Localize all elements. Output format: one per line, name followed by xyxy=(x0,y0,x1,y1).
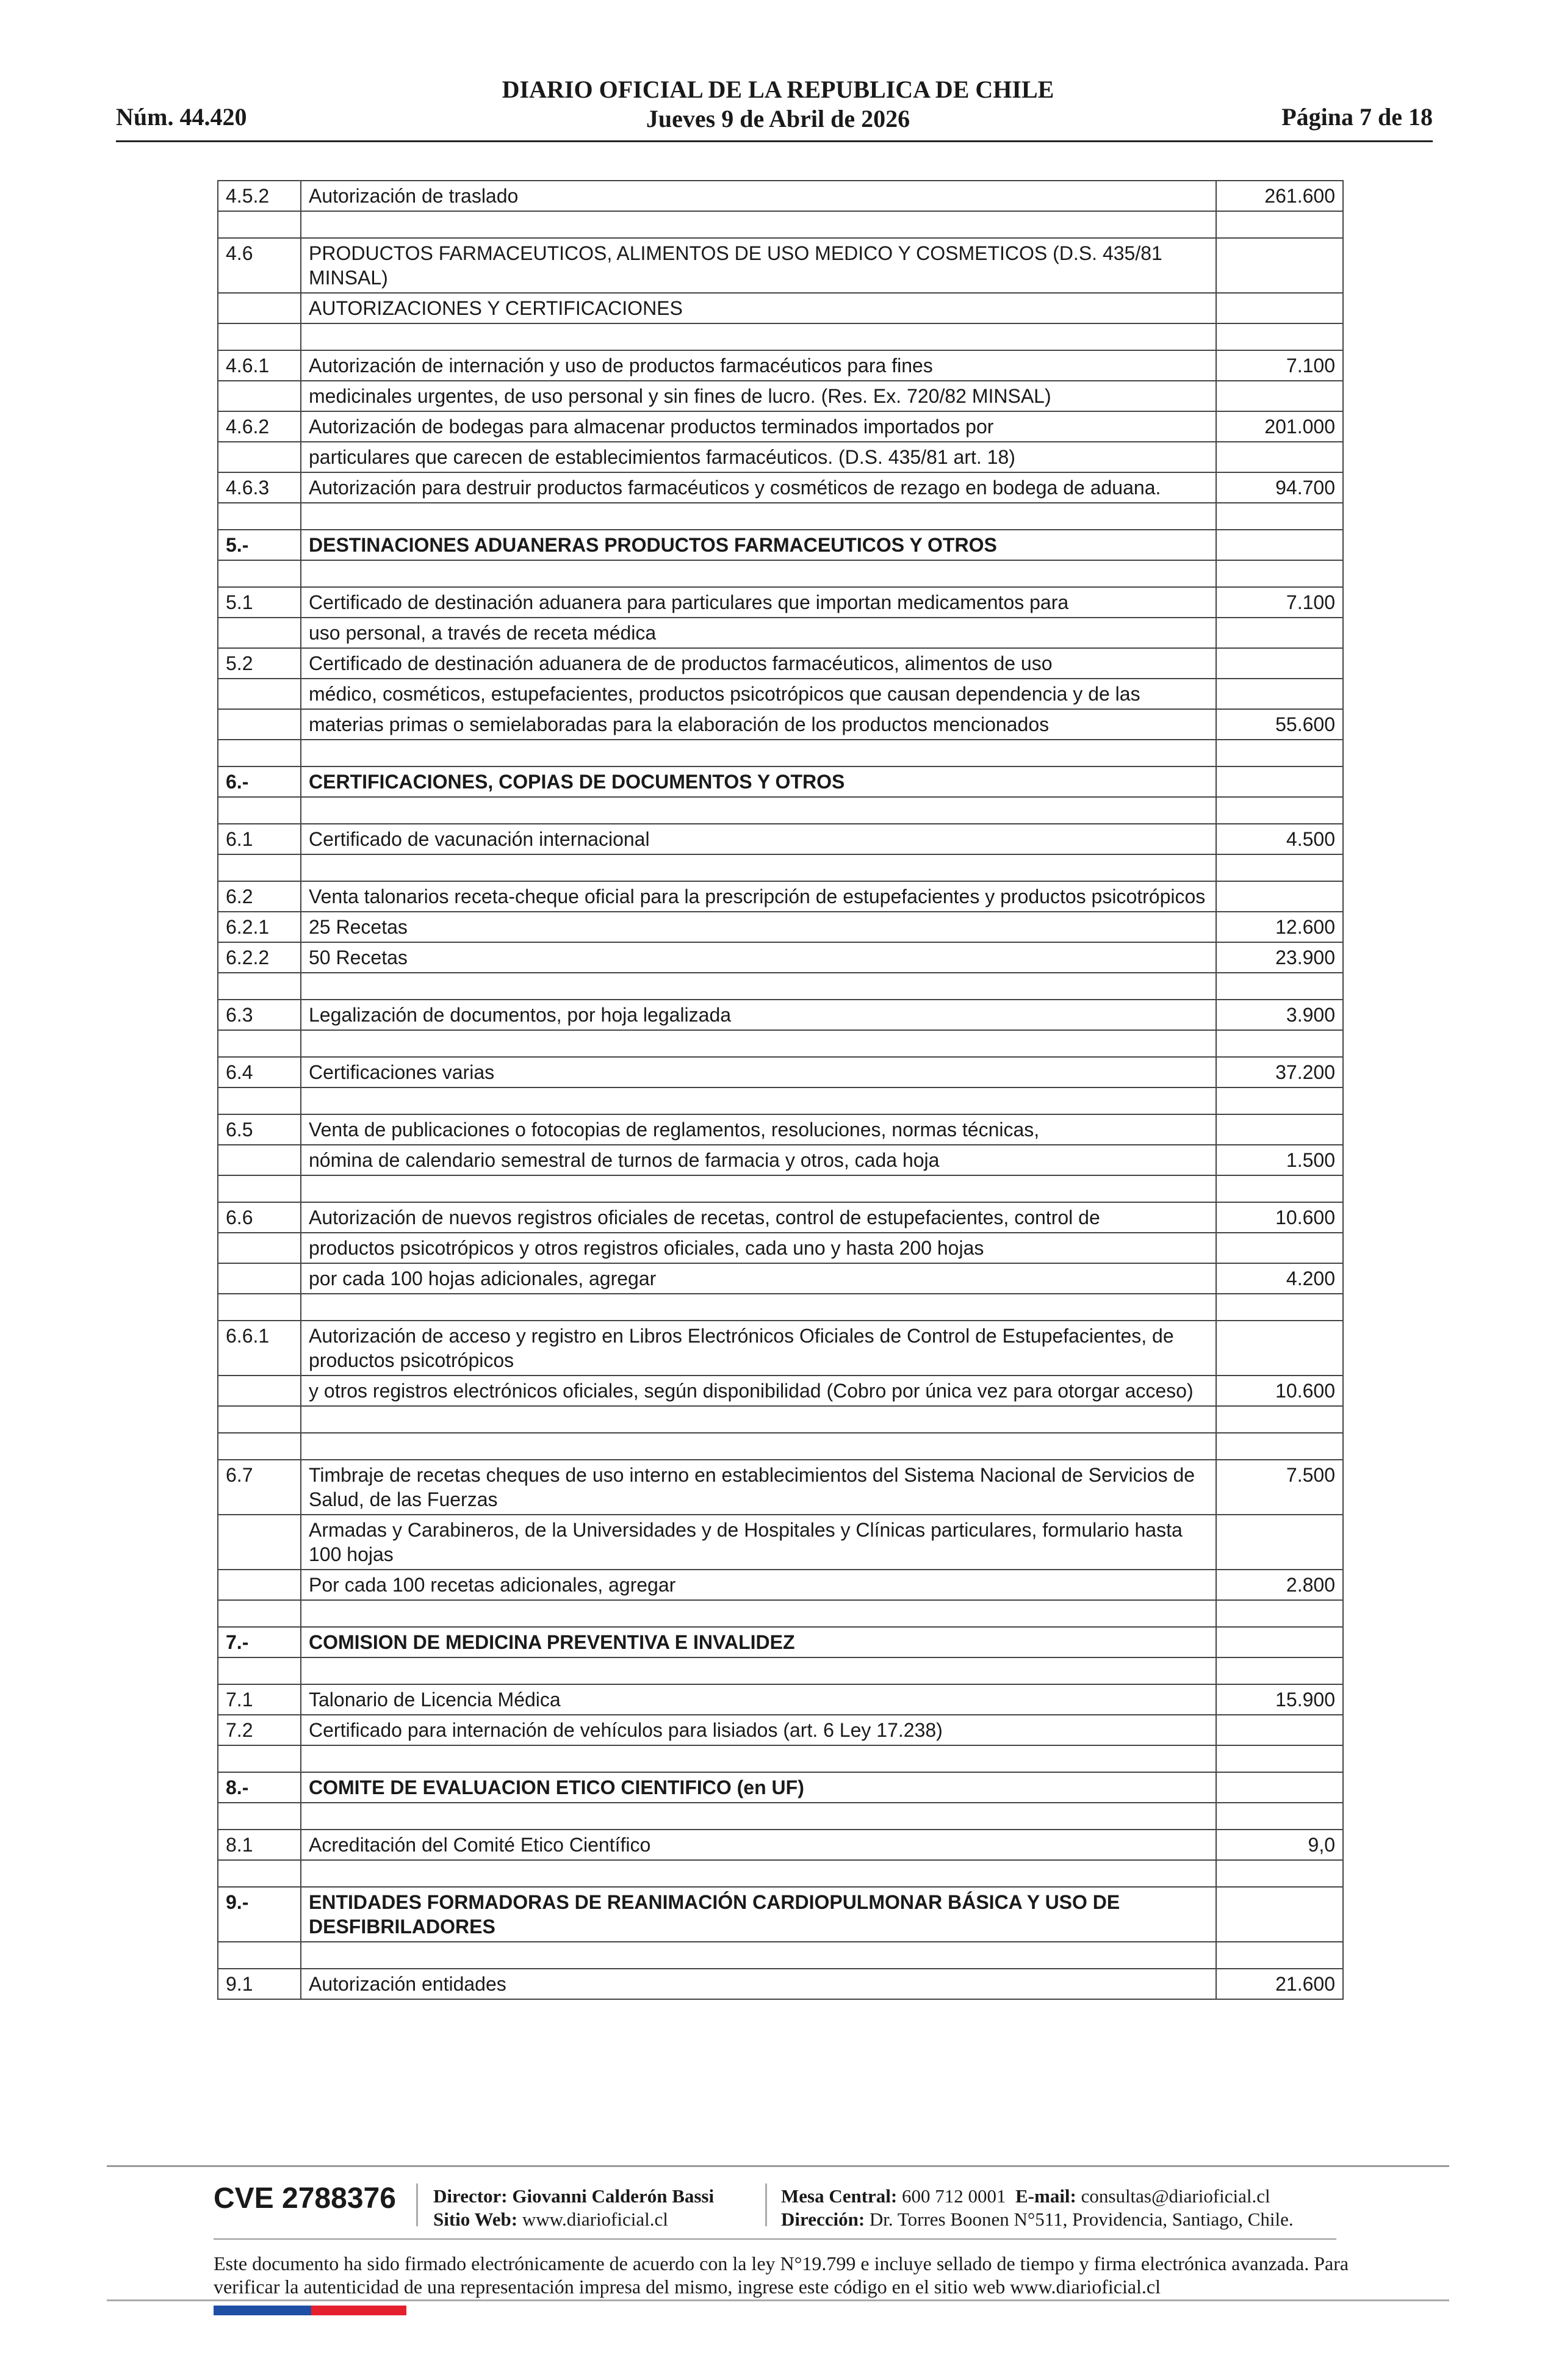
table-row xyxy=(218,1294,1343,1321)
item-code-cell xyxy=(218,1145,301,1175)
item-description-cell xyxy=(301,797,1216,824)
item-value-cell xyxy=(1216,973,1343,1000)
table-row xyxy=(218,1460,1343,1515)
item-description-cell: Autorización para destruir productos farmacéuticos y cosméticos de rezago en bodega de aduana. xyxy=(301,472,1216,503)
item-value-cell xyxy=(1216,881,1343,912)
item-value-cell xyxy=(1216,1715,1343,1745)
item-code-cell: 6.6.1 xyxy=(218,1321,301,1376)
item-code-cell xyxy=(218,1433,301,1460)
table-row xyxy=(218,1087,1343,1114)
item-code-cell: 6.2.2 xyxy=(218,942,301,973)
item-description-cell: Armadas y Carabineros, de la Universidades y de Hospitales y Clínicas particulares, formulario hasta 100 hojas xyxy=(301,1515,1216,1570)
table-row xyxy=(218,1684,1343,1715)
table-row xyxy=(218,1030,1343,1057)
item-value-cell xyxy=(1216,1321,1343,1376)
table-row xyxy=(218,1969,1343,1999)
item-value-cell xyxy=(1216,1175,1343,1202)
table-row xyxy=(218,881,1343,912)
item-description-cell xyxy=(301,323,1216,350)
item-description-cell xyxy=(301,1657,1216,1684)
item-description-cell xyxy=(301,560,1216,587)
table-row xyxy=(218,1803,1343,1830)
item-description-cell xyxy=(301,211,1216,238)
item-description-cell: Autorización de acceso y registro en Libros Electrónicos Oficiales de Control de Estupefacientes, de productos psicotrópicos xyxy=(301,1321,1216,1376)
item-code-cell: 9.- xyxy=(218,1887,301,1942)
item-value-cell: 55.600 xyxy=(1216,709,1343,740)
email-link[interactable]: consultas@diarioficial.cl xyxy=(1081,2185,1270,2207)
item-description-cell: Certificado de destinación aduanera para particulares que importan medicamentos para xyxy=(301,587,1216,618)
table-row xyxy=(218,530,1343,560)
item-value-cell: 9,0 xyxy=(1216,1830,1343,1860)
item-code-cell xyxy=(218,323,301,350)
item-value-cell xyxy=(1216,797,1343,824)
item-value-cell: 10.600 xyxy=(1216,1202,1343,1233)
table-row xyxy=(218,1600,1343,1627)
item-description-cell: Certificaciones varias xyxy=(301,1057,1216,1087)
item-description-cell: Autorización de nuevos registros oficiales de recetas, control de estupefacientes, control de xyxy=(301,1202,1216,1233)
item-code-cell xyxy=(218,618,301,648)
item-value-cell: 4.500 xyxy=(1216,824,1343,854)
item-value-cell: 4.200 xyxy=(1216,1263,1343,1294)
table-row xyxy=(218,1745,1343,1772)
item-code-cell xyxy=(218,1657,301,1684)
item-value-cell xyxy=(1216,1030,1343,1057)
table-row xyxy=(218,912,1343,942)
table-row xyxy=(218,973,1343,1000)
item-value-cell xyxy=(1216,1657,1343,1684)
item-description-cell xyxy=(301,1406,1216,1433)
item-description-cell: nómina de calendario semestral de turnos de farmacia y otros, cada hoja xyxy=(301,1145,1216,1175)
item-value-cell: 1.500 xyxy=(1216,1145,1343,1175)
table-row xyxy=(218,181,1343,211)
item-description-cell: Talonario de Licencia Médica xyxy=(301,1684,1216,1715)
item-description-cell: COMISION DE MEDICINA PREVENTIVA E INVALIDEZ xyxy=(301,1627,1216,1657)
table-row xyxy=(218,740,1343,766)
item-description-cell: Autorización de traslado xyxy=(301,181,1216,211)
item-code-cell xyxy=(218,797,301,824)
item-code-cell: 7.- xyxy=(218,1627,301,1657)
item-code-cell xyxy=(218,740,301,766)
item-code-cell xyxy=(218,1233,301,1263)
item-description-cell: Certificado para internación de vehículos para lisiados (art. 6 Ley 17.238) xyxy=(301,1715,1216,1745)
item-value-cell xyxy=(1216,766,1343,797)
item-description-cell: por cada 100 hojas adicionales, agregar xyxy=(301,1263,1216,1294)
item-description-cell xyxy=(301,1860,1216,1887)
item-code-cell xyxy=(218,709,301,740)
header-rule xyxy=(116,140,1433,142)
table-row xyxy=(218,709,1343,740)
table-row xyxy=(218,1321,1343,1376)
item-code-cell: 7.2 xyxy=(218,1715,301,1745)
item-value-cell xyxy=(1216,1406,1343,1433)
item-description-cell: Autorización de bodegas para almacenar productos terminados importados por xyxy=(301,411,1216,442)
item-description-cell: Autorización entidades xyxy=(301,1969,1216,1999)
table-row xyxy=(218,1433,1343,1460)
item-value-cell: 3.900 xyxy=(1216,1000,1343,1030)
item-code-cell xyxy=(218,1406,301,1433)
item-value-cell xyxy=(1216,211,1343,238)
footer-separator xyxy=(765,2183,767,2226)
flag-bar-red xyxy=(311,2306,406,2315)
item-code-cell xyxy=(218,1263,301,1294)
item-description-cell xyxy=(301,1030,1216,1057)
director-name: Giovanni Calderón Bassi xyxy=(512,2185,715,2207)
item-description-cell: materias primas o semielaboradas para la elaboración de los productos mencionados xyxy=(301,709,1216,740)
item-code-cell: 4.6.3 xyxy=(218,472,301,503)
item-code-cell: 4.5.2 xyxy=(218,181,301,211)
item-description-cell: Certificado de vacunación internacional xyxy=(301,824,1216,854)
item-value-cell xyxy=(1216,1233,1343,1263)
item-code-cell xyxy=(218,1570,301,1600)
item-value-cell xyxy=(1216,1803,1343,1830)
table-row xyxy=(218,1406,1343,1433)
issue-number: Núm. 44.420 xyxy=(116,103,247,131)
item-description-cell xyxy=(301,1294,1216,1321)
item-value-cell xyxy=(1216,381,1343,411)
signature-notice: Este documento ha sido firmado electrónicamente de acuerdo con la ley N°19.799 e incluye sellado de tiempo y firma electrónica avanzada. Para verificar la autenticidad de una representación impresa del mismo, ingrese este código en el sitio web www.diarioficial.cl xyxy=(214,2252,1349,2298)
table-row xyxy=(218,854,1343,881)
table-row xyxy=(218,323,1343,350)
item-code-cell xyxy=(218,1600,301,1627)
newspaper-title: DIARIO OFICIAL DE LA REPUBLICA DE CHILE xyxy=(502,76,1054,103)
item-description-cell xyxy=(301,503,1216,530)
item-description-cell: Legalización de documentos, por hoja legalizada xyxy=(301,1000,1216,1030)
table-row xyxy=(218,442,1343,472)
address-value: Dr. Torres Boonen N°511, Providencia, Santiago, Chile. xyxy=(869,2209,1294,2230)
item-value-cell: 7.100 xyxy=(1216,587,1343,618)
item-code-cell: 9.1 xyxy=(218,1969,301,1999)
item-description-cell: ENTIDADES FORMADORAS DE REANIMACIÓN CARDIOPULMONAR BÁSICA Y USO DE DESFIBRILADORES xyxy=(301,1887,1216,1942)
item-description-cell: AUTORIZACIONES Y CERTIFICACIONES xyxy=(301,293,1216,323)
page-number: Página 7 de 18 xyxy=(1281,103,1433,131)
item-description-cell xyxy=(301,854,1216,881)
item-description-cell xyxy=(301,740,1216,766)
item-value-cell: 37.200 xyxy=(1216,1057,1343,1087)
footer-director-block xyxy=(433,2185,714,2231)
item-value-cell: 94.700 xyxy=(1216,472,1343,503)
item-value-cell: 21.600 xyxy=(1216,1969,1343,1999)
table-row xyxy=(218,211,1343,238)
table-row xyxy=(218,381,1343,411)
item-value-cell xyxy=(1216,618,1343,648)
item-value-cell: 7.500 xyxy=(1216,1460,1343,1515)
item-value-cell xyxy=(1216,854,1343,881)
item-description-cell: 25 Recetas xyxy=(301,912,1216,942)
item-value-cell xyxy=(1216,1114,1343,1145)
item-value-cell: 2.800 xyxy=(1216,1570,1343,1600)
item-description-cell: Venta de publicaciones o fotocopias de reglamentos, resoluciones, normas técnicas, xyxy=(301,1114,1216,1145)
item-code-cell: 6.7 xyxy=(218,1460,301,1515)
footer-rule-top xyxy=(107,2165,1449,2167)
item-code-cell: 4.6 xyxy=(218,238,301,293)
footer-contact-block xyxy=(781,2185,1294,2231)
item-code-cell xyxy=(218,1515,301,1570)
item-code-cell xyxy=(218,503,301,530)
item-description-cell: Por cada 100 recetas adicionales, agregar xyxy=(301,1570,1216,1600)
table-row xyxy=(218,1860,1343,1887)
table-row xyxy=(218,942,1343,973)
item-value-cell xyxy=(1216,740,1343,766)
item-code-cell: 5.2 xyxy=(218,648,301,679)
item-code-cell xyxy=(218,1745,301,1772)
table-row xyxy=(218,648,1343,679)
item-description-cell: Venta talonarios receta-cheque oficial para la prescripción de estupefacientes y productos psicotrópicos xyxy=(301,881,1216,912)
table-row xyxy=(218,587,1343,618)
item-value-cell: 23.900 xyxy=(1216,942,1343,973)
phone-value: 600 712 0001 xyxy=(902,2185,1006,2207)
item-value-cell xyxy=(1216,238,1343,293)
issue-date: Jueves 9 de Abril de 2026 xyxy=(646,105,910,132)
item-value-cell xyxy=(1216,442,1343,472)
item-value-cell xyxy=(1216,293,1343,323)
item-description-cell: medicinales urgentes, de uso personal y sin fines de lucro. (Res. Ex. 720/82 MINSAL) xyxy=(301,381,1216,411)
item-description-cell: médico, cosméticos, estupefacientes, productos psicotrópicos que causan dependencia y de las xyxy=(301,679,1216,709)
table-row xyxy=(218,1570,1343,1600)
item-description-cell: y otros registros electrónicos oficiales, según disponibilidad (Cobro por única vez para otorgar acceso) xyxy=(301,1376,1216,1406)
table-row xyxy=(218,679,1343,709)
item-value-cell xyxy=(1216,1515,1343,1570)
table-row xyxy=(218,1942,1343,1969)
item-code-cell xyxy=(218,1860,301,1887)
item-code-cell: 5.1 xyxy=(218,587,301,618)
item-description-cell xyxy=(301,973,1216,1000)
item-value-cell xyxy=(1216,679,1343,709)
item-code-cell xyxy=(218,1942,301,1969)
item-code-cell xyxy=(218,679,301,709)
item-value-cell: 201.000 xyxy=(1216,411,1343,442)
table-row xyxy=(218,1233,1343,1263)
table-row xyxy=(218,1114,1343,1145)
table-row xyxy=(218,1175,1343,1202)
item-code-cell: 6.2.1 xyxy=(218,912,301,942)
item-value-cell xyxy=(1216,1433,1343,1460)
table-row xyxy=(218,1627,1343,1657)
item-value-cell: 12.600 xyxy=(1216,912,1343,942)
table-row xyxy=(218,503,1343,530)
item-code-cell xyxy=(218,973,301,1000)
item-description-cell: particulares que carecen de establecimientos farmacéuticos. (D.S. 435/81 art. 18) xyxy=(301,442,1216,472)
cve-code: CVE 2788376 xyxy=(214,2182,396,2215)
item-description-cell: uso personal, a través de receta médica xyxy=(301,618,1216,648)
masthead xyxy=(351,75,1205,134)
item-description-cell: DESTINACIONES ADUANERAS PRODUCTOS FARMACEUTICOS Y OTROS xyxy=(301,530,1216,560)
item-description-cell xyxy=(301,1087,1216,1114)
table-row xyxy=(218,1057,1343,1087)
item-code-cell: 6.3 xyxy=(218,1000,301,1030)
item-value-cell: 10.600 xyxy=(1216,1376,1343,1406)
item-description-cell xyxy=(301,1745,1216,1772)
item-code-cell: 8.1 xyxy=(218,1830,301,1860)
website-label: Sitio Web: xyxy=(433,2209,518,2230)
item-code-cell xyxy=(218,381,301,411)
item-value-cell xyxy=(1216,1745,1343,1772)
item-value-cell xyxy=(1216,1294,1343,1321)
item-description-cell: COMITE DE EVALUACION ETICO CIENTIFICO (en UF) xyxy=(301,1772,1216,1803)
item-value-cell xyxy=(1216,530,1343,560)
item-code-cell xyxy=(218,1803,301,1830)
table-row xyxy=(218,1772,1343,1803)
item-description-cell: 50 Recetas xyxy=(301,942,1216,973)
table-row xyxy=(218,350,1343,381)
fees-table xyxy=(217,180,1344,2000)
item-value-cell: 15.900 xyxy=(1216,1684,1343,1715)
website-link[interactable]: www.diarioficial.cl xyxy=(522,2209,668,2230)
item-value-cell xyxy=(1216,323,1343,350)
table-row xyxy=(218,238,1343,293)
item-code-cell: 5.- xyxy=(218,530,301,560)
item-code-cell: 7.1 xyxy=(218,1684,301,1715)
item-value-cell xyxy=(1216,1942,1343,1969)
phone-label: Mesa Central: xyxy=(781,2185,898,2207)
item-code-cell xyxy=(218,854,301,881)
item-code-cell: 4.6.1 xyxy=(218,350,301,381)
item-value-cell xyxy=(1216,503,1343,530)
table-row xyxy=(218,797,1343,824)
item-code-cell: 6.5 xyxy=(218,1114,301,1145)
item-value-cell xyxy=(1216,1887,1343,1942)
item-value-cell xyxy=(1216,1772,1343,1803)
director-label: Director: xyxy=(433,2185,508,2207)
item-code-cell: 4.6.2 xyxy=(218,411,301,442)
item-description-cell: Autorización de internación y uso de productos farmacéuticos para fines xyxy=(301,350,1216,381)
item-code-cell xyxy=(218,1376,301,1406)
item-value-cell xyxy=(1216,1627,1343,1657)
footer-rule-mid xyxy=(214,2238,1336,2240)
table-row xyxy=(218,1145,1343,1175)
footer-rule-bottom xyxy=(107,2299,1449,2301)
item-description-cell: Acreditación del Comité Etico Científico xyxy=(301,1830,1216,1860)
item-description-cell: Certificado de destinación aduanera de de productos farmacéuticos, alimentos de uso xyxy=(301,648,1216,679)
item-value-cell xyxy=(1216,1860,1343,1887)
footer-separator xyxy=(416,2183,418,2226)
item-description-cell xyxy=(301,1433,1216,1460)
table-row xyxy=(218,824,1343,854)
item-code-cell: 6.1 xyxy=(218,824,301,854)
fees-table-body xyxy=(218,181,1343,1999)
item-code-cell: 6.6 xyxy=(218,1202,301,1233)
table-row xyxy=(218,1202,1343,1233)
table-row xyxy=(218,1715,1343,1745)
item-code-cell xyxy=(218,1030,301,1057)
item-value-cell xyxy=(1216,1087,1343,1114)
item-description-cell xyxy=(301,1942,1216,1969)
flag-bar-blue xyxy=(214,2306,311,2315)
table-row xyxy=(218,766,1343,797)
table-row xyxy=(218,1515,1343,1570)
item-code-cell xyxy=(218,1087,301,1114)
table-row xyxy=(218,472,1343,503)
item-code-cell xyxy=(218,211,301,238)
item-description-cell xyxy=(301,1803,1216,1830)
item-code-cell: 6.2 xyxy=(218,881,301,912)
item-value-cell: 261.600 xyxy=(1216,181,1343,211)
item-description-cell: PRODUCTOS FARMACEUTICOS, ALIMENTOS DE USO MEDICO Y COSMETICOS (D.S. 435/81 MINSAL) xyxy=(301,238,1216,293)
item-code-cell: 6.4 xyxy=(218,1057,301,1087)
item-value-cell xyxy=(1216,560,1343,587)
table-row xyxy=(218,1887,1343,1942)
item-value-cell: 7.100 xyxy=(1216,350,1343,381)
item-description-cell xyxy=(301,1175,1216,1202)
table-row xyxy=(218,618,1343,648)
table-row xyxy=(218,560,1343,587)
item-description-cell: CERTIFICACIONES, COPIAS DE DOCUMENTOS Y OTROS xyxy=(301,766,1216,797)
address-label: Dirección: xyxy=(781,2209,865,2230)
table-row xyxy=(218,1263,1343,1294)
item-code-cell: 6.- xyxy=(218,766,301,797)
item-code-cell xyxy=(218,560,301,587)
table-row xyxy=(218,1830,1343,1860)
item-description-cell xyxy=(301,1600,1216,1627)
item-code-cell xyxy=(218,1175,301,1202)
table-row xyxy=(218,1657,1343,1684)
item-description-cell: Timbraje de recetas cheques de uso interno en establecimientos del Sistema Nacional de Servicios de Salud, de las Fuerzas xyxy=(301,1460,1216,1515)
item-value-cell xyxy=(1216,648,1343,679)
email-label: E-mail: xyxy=(1015,2185,1076,2207)
table-row xyxy=(218,1000,1343,1030)
table-row xyxy=(218,411,1343,442)
item-value-cell xyxy=(1216,1600,1343,1627)
item-description-cell: productos psicotrópicos y otros registros oficiales, cada uno y hasta 200 hojas xyxy=(301,1233,1216,1263)
item-code-cell xyxy=(218,1294,301,1321)
table-row xyxy=(218,293,1343,323)
table-row xyxy=(218,1376,1343,1406)
item-code-cell: 8.- xyxy=(218,1772,301,1803)
item-code-cell xyxy=(218,293,301,323)
item-code-cell xyxy=(218,442,301,472)
